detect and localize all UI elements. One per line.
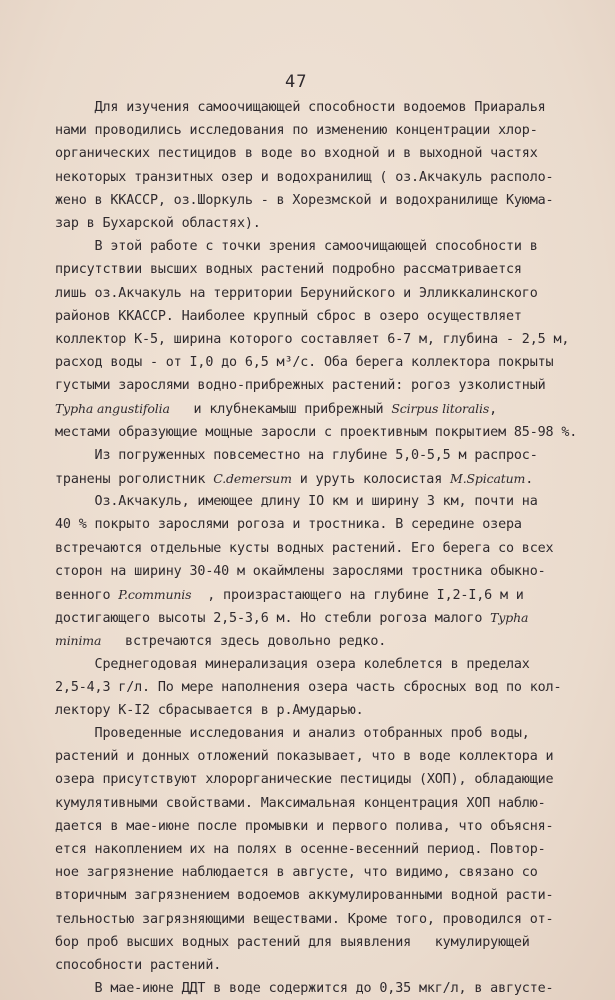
text-line: транены роголистник C.demersum и уруть колосистая M.Spicatum. — [55, 471, 534, 487]
text-line: органических пестицидов в воде во входной и в выходной частях — [55, 146, 538, 162]
text-line: 2,5-4,3 г/л. По мере наполнения озера часть сбросных вод по кол- — [55, 679, 562, 695]
text-line: достигающего высоты 2,5-3,6 м. Но стебли рогоза малого Typha — [55, 610, 529, 627]
paragraph — [55, 444, 600, 490]
text-line: жено в ККАССР, оз.Шоркуль - в Хорезмской и водохранилище Куюма- — [55, 192, 554, 208]
text-line: сторон на ширину 30-40 м окаймлены зарослями тростника обыкно- — [55, 563, 546, 579]
text-line: кумулятивными свойствами. Максимальная концентрация ХОП наблю- — [55, 795, 546, 811]
paragraph — [55, 397, 600, 443]
text-line: Typha angustifolia и клубнекамыш прибрежный Scirpus litoralis, — [55, 401, 498, 418]
text-line: бор проб высших водных растений для выявления кумулирующей — [55, 934, 530, 950]
text-line: коллектор К-5, ширина которого составляет 6-7 м, глубина - 2,5 м, — [55, 331, 570, 347]
text-line: растений и донных отложений показывает, что в воде коллектора и — [55, 749, 554, 765]
text-line: расход воды - от I,0 до 6,5 м³/с. Оба берега коллектора покрыты — [55, 355, 554, 371]
text-line: лектору К-I2 сбрасывается в р.Амударью. — [55, 702, 364, 718]
latin-species-name: C.demersum — [213, 471, 292, 486]
text-line: Среднегодовая минерализация озера колеблется в пределах — [55, 656, 530, 672]
text-line: присутствии высших водных растений подробно рассматривается — [55, 262, 522, 278]
text-line: ное загрязнение наблюдается в августе, что видимо, связано со — [55, 865, 538, 881]
text-line: районов ККАССР. Наиболее крупный сброс в озеро осуществляет — [55, 308, 522, 324]
text-line: 40 % покрыто зарослями рогоза и тростника. В середине озера — [55, 517, 522, 533]
paragraph — [55, 96, 600, 235]
paragraph — [55, 653, 600, 723]
latin-species-name: P.communis — [118, 586, 192, 602]
paragraph — [55, 490, 600, 652]
text-line: вторичным загрязнением водоемов аккумулированными водной расти- — [55, 888, 554, 904]
body-text — [55, 96, 600, 1000]
text-line: некоторых транзитных озер и водохранилищ ( оз.Акчакуль располо- — [55, 169, 554, 185]
text-line: венного P.communis , произрастающего на глубине I,2-I,6 м и — [55, 586, 524, 603]
text-line: Из погруженных повсеместно на глубине 5,0-5,5 м распрос- — [55, 447, 538, 463]
text-line: густыми зарослями водно-прибрежных растений: рогоз узколистный — [55, 378, 546, 394]
text-line: В мае-июне ДДТ в воде содержится до 0,35 мкг/л, в августе- — [55, 981, 554, 997]
text-line: встречаются отдельные кусты водных растений. Его берега со всех — [55, 540, 554, 556]
page-number: 47 — [285, 72, 308, 92]
latin-species-name: Typha angustifolia — [55, 401, 170, 417]
text-line: озера присутствуют хлорорганические пестициды (ХОП), обладающие — [55, 772, 554, 788]
latin-species-name: M.Spicatum — [450, 471, 526, 486]
text-line: нами проводились исследования по изменению концентрации хлор- — [55, 123, 538, 139]
text-line: Для изучения самоочищающей способности водоемов Приаралья — [55, 100, 546, 115]
text-line: Проведенные исследования и анализ отобранных проб воды, — [55, 726, 530, 742]
text-line: В этой работе с точки зрения самоочищающей способности в — [55, 239, 538, 255]
paragraph — [55, 235, 600, 397]
text-line: способности растений. — [55, 957, 222, 973]
text-line: лишь оз.Акчакуль на территории Берунийского и Элликкалинского — [55, 285, 538, 301]
latin-species-name: minima — [55, 633, 102, 649]
text-line: ется накоплением их на полях в осенне-весенний период. Повтор- — [55, 842, 546, 857]
text-line: minima встречаются здесь довольно редко. — [55, 633, 387, 650]
paragraph — [55, 722, 600, 977]
text-line: Оз.Акчакуль, имеющее длину IO км и ширину 3 км, почти на — [55, 494, 538, 510]
paragraph — [55, 977, 600, 1000]
text-line: местами образующие мощные заросли с проективным покрытием 85-98 %. — [55, 424, 578, 440]
text-line: тельностью загрязняющими веществами. Кроме того, проводился от- — [55, 911, 554, 927]
text-line: зар в Бухарской областях). — [55, 215, 261, 231]
text-line: дается в мае-июне после промывки и первого полива, что объясня- — [55, 818, 554, 834]
latin-species-name: Typha — [490, 610, 529, 626]
latin-species-name: Scirpus litoralis — [391, 401, 490, 417]
